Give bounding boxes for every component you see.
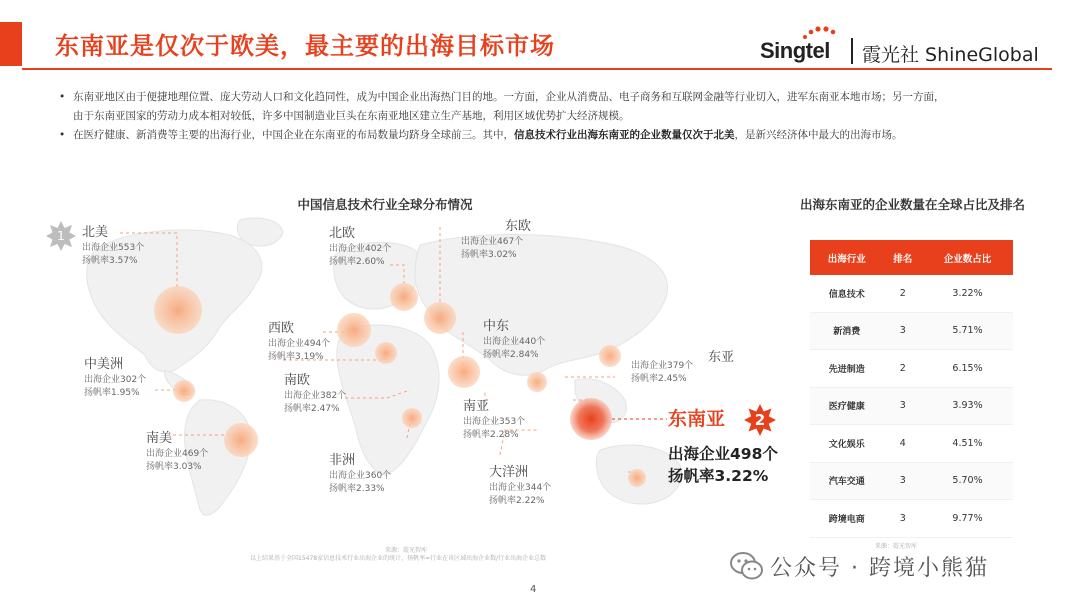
region-name: 南美 xyxy=(146,431,173,446)
industry-cell: 信息技术 xyxy=(810,275,883,312)
region-rate: 扬帆率2.45% xyxy=(631,374,687,384)
region-rate: 扬帆率3.57% xyxy=(82,256,138,266)
region-count: 出海企业360个 xyxy=(329,471,392,481)
title-underline xyxy=(22,68,1052,70)
region-count: 出海企业553个 xyxy=(82,243,145,253)
page-title: 东南亚是仅次于欧美，最主要的出海目标市场 xyxy=(55,32,555,60)
industry-cell: 汽车交通 xyxy=(810,462,883,500)
region-label-northern-europe xyxy=(329,225,391,269)
region-rate: 扬帆率3.19% xyxy=(268,352,324,362)
share-cell: 6.15% xyxy=(922,350,1013,388)
rank-cell: 4 xyxy=(883,425,922,463)
region-rate: 扬帆率2.60% xyxy=(329,257,385,267)
southeast-asia-title: 东南亚 xyxy=(668,408,726,430)
region-count: 出海企业494个 xyxy=(268,339,331,349)
region-name: 北欧 xyxy=(329,226,356,241)
region-count: 出海企业402个 xyxy=(329,244,392,254)
title-bar xyxy=(0,22,1080,72)
rank-badge-number: 1 xyxy=(57,229,65,243)
table-header: 排名 xyxy=(883,240,922,275)
bubble-northern-europe xyxy=(390,283,418,311)
region-name: 南欧 xyxy=(284,373,311,388)
rank-cell: 3 xyxy=(883,387,922,425)
region-label-africa xyxy=(329,452,391,496)
rank-badge-2 xyxy=(743,403,777,437)
region-rate: 扬帆率2.22% xyxy=(489,496,545,506)
region-rate: 扬帆率3.03% xyxy=(146,462,202,472)
bullet-text: ，是新兴经济体中最大的出海市场。 xyxy=(734,129,903,141)
share-cell: 3.93% xyxy=(922,387,1013,425)
rank-cell: 2 xyxy=(883,350,922,388)
region-count: 出海企业302个 xyxy=(84,375,147,385)
title-accent-stripe xyxy=(0,22,22,66)
region-name: 西欧 xyxy=(268,321,295,336)
bubble-south-america xyxy=(224,423,258,457)
table-header: 出海行业 xyxy=(810,240,883,275)
table-title: 出海东南亚的企业数量在全球占比及排名 xyxy=(799,197,1025,212)
region-rate: 扬帆率3.02% xyxy=(461,250,517,260)
table-row xyxy=(810,462,1013,500)
page-number: 4 xyxy=(530,584,537,595)
bubble-east-asia xyxy=(599,345,621,367)
rank-cell: 3 xyxy=(883,500,922,538)
industry-cell: 新消费 xyxy=(810,312,883,350)
bubble-southeast-asia xyxy=(570,398,612,440)
table-source: 来源：霞光智库 xyxy=(875,543,918,550)
bubble-central-america xyxy=(173,380,195,402)
share-cell: 3.22% xyxy=(922,275,1013,312)
share-cell: 4.51% xyxy=(922,425,1013,463)
rank-badge-1 xyxy=(45,220,77,252)
share-cell: 5.71% xyxy=(922,312,1013,350)
region-name: 东欧 xyxy=(505,219,532,234)
bubble-eastern-europe xyxy=(424,302,456,334)
bubble-middle-east xyxy=(448,356,480,388)
bubble-western-europe xyxy=(337,313,371,347)
region-name: 中美洲 xyxy=(84,357,124,372)
table-header-row xyxy=(810,240,1013,275)
southeast-asia-count: 出海企业498个 xyxy=(668,445,778,463)
industry-cell: 跨境电商 xyxy=(810,500,883,538)
wechat-icon xyxy=(730,550,764,582)
table-header: 企业数占比 xyxy=(922,240,1013,275)
southeast-asia-rate: 扬帆率3.22% xyxy=(668,467,769,485)
region-label-oceania xyxy=(489,464,551,508)
singtel-logo: Singtel xyxy=(760,38,830,63)
region-rate: 扬帆率2.28% xyxy=(463,430,519,440)
region-count: 出海企业379个 xyxy=(631,361,694,371)
industry-cell: 先进制造 xyxy=(810,350,883,388)
region-label-north-america xyxy=(82,224,144,268)
region-name: 非洲 xyxy=(329,453,356,468)
intro-bullets xyxy=(55,88,1015,145)
map-note: 以上结果基于全国15478家信息技术行业出海企业的统计，扬帆率=行业在该区域出海企业数/行业出海企业总数 xyxy=(250,555,547,562)
bullet-text: 东南亚地区由于便捷地理位置、庞大劳动人口和文化趋同性，成为中国企业出海热门目的地。一方面，企业从消费品、电子商务和互联网金融等行业切入，进军东南亚本地市场；另一方面， xyxy=(73,91,945,103)
rank-cell: 3 xyxy=(883,312,922,350)
region-name-east-asia: 东亚 xyxy=(708,350,735,365)
bubble-oceania xyxy=(628,469,646,487)
shineglobal-logo: 霞光社 ShineGlobal xyxy=(862,44,1039,66)
region-name: 大洋洲 xyxy=(489,465,529,480)
region-label-middle-east xyxy=(483,318,545,362)
region-label-western-europe xyxy=(268,320,330,364)
region-rate: 扬帆率2.84% xyxy=(483,350,539,360)
table-row xyxy=(810,350,1013,388)
region-count: 出海企业440个 xyxy=(483,337,546,347)
table-row xyxy=(810,275,1013,312)
region-rate: 扬帆率1.95% xyxy=(84,388,140,398)
region-count: 出海企业344个 xyxy=(489,483,552,493)
region-name: 南亚 xyxy=(463,399,490,414)
watermark-text: 公众号 · 跨境小熊猫 xyxy=(770,555,989,581)
region-count: 出海企业382个 xyxy=(284,391,347,401)
map-title: 中国信息技术行业全球分布情况 xyxy=(297,197,473,212)
region-name: 中东 xyxy=(483,319,510,334)
region-label-south-asia xyxy=(463,398,525,442)
table-row xyxy=(810,425,1013,463)
region-label-central-america xyxy=(84,356,146,400)
bubble-north-america xyxy=(154,286,202,334)
bullet-item xyxy=(55,88,1015,126)
bubble-africa xyxy=(402,408,422,428)
region-count: 出海企业467个 xyxy=(461,237,524,247)
industry-cell: 医疗健康 xyxy=(810,387,883,425)
region-name: 北美 xyxy=(82,225,109,240)
map-source: 来源：霞光智库 xyxy=(385,547,428,554)
industry-cell: 文化娱乐 xyxy=(810,425,883,463)
rank-badge-number: 2 xyxy=(754,411,766,429)
bullet-item xyxy=(55,126,1015,145)
region-label-east-asia xyxy=(631,360,693,386)
bullet-text: 由于东南亚国家的劳动力成本相对较低，许多中国制造业巨头在东南亚地区建立生产基地，利用区域优势扩大经济规模。 xyxy=(73,110,630,122)
southeast-asia-stats xyxy=(668,443,778,487)
bullet-text: 在医疗健康、新消费等主要的出海行业，中国企业在东南亚的布局数量均跻身全球前三。其中， xyxy=(73,129,514,141)
rank-cell: 3 xyxy=(883,462,922,500)
region-count: 出海企业353个 xyxy=(463,417,526,427)
table-row xyxy=(810,387,1013,425)
watermark xyxy=(730,548,989,584)
logo-separator xyxy=(851,38,853,64)
region-label-south-america xyxy=(146,430,208,474)
industry-rank-table xyxy=(810,240,1013,538)
share-cell: 5.70% xyxy=(922,462,1013,500)
bubble-south-asia xyxy=(527,372,547,392)
region-label-southern-europe xyxy=(284,372,346,416)
rank-cell: 2 xyxy=(883,275,922,312)
share-cell: 9.77% xyxy=(922,500,1013,538)
region-rate: 扬帆率2.33% xyxy=(329,484,385,494)
bullet-highlight: 信息技术行业出海东南亚的企业数量仅次于北美 xyxy=(514,129,735,141)
region-count: 出海企业469个 xyxy=(146,449,209,459)
bubble-southern-europe xyxy=(375,342,397,364)
table-row xyxy=(810,312,1013,350)
region-label-eastern-europe xyxy=(461,218,531,262)
region-rate: 扬帆率2.47% xyxy=(284,404,340,414)
table-row xyxy=(810,500,1013,538)
